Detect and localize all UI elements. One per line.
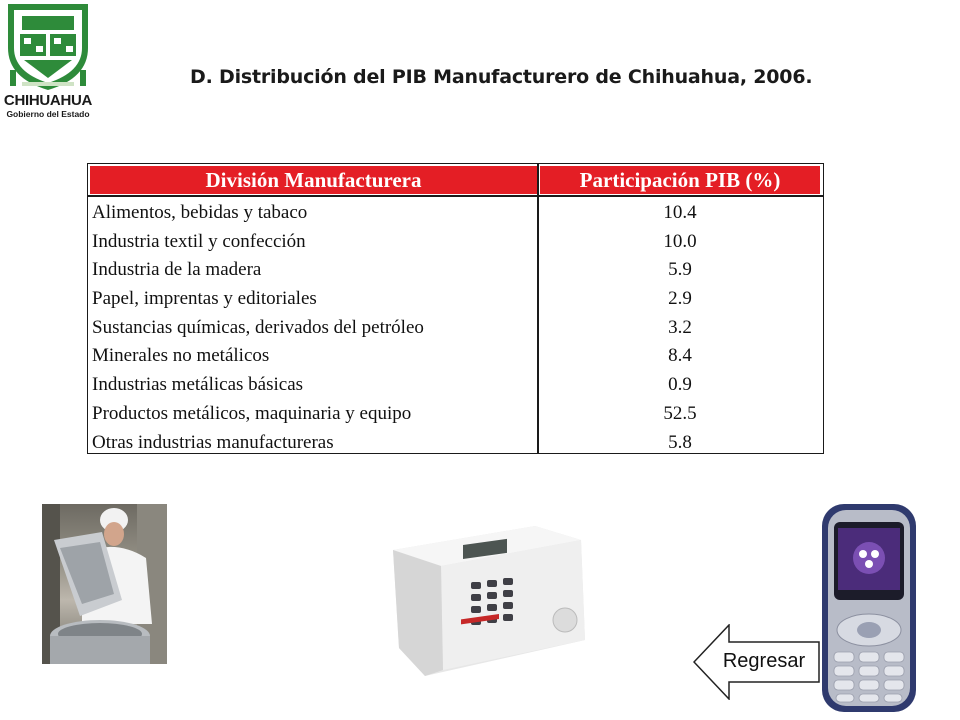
table-row: [88, 400, 823, 429]
pib-table: [87, 163, 824, 454]
cell-value: 5.9: [668, 259, 692, 281]
alarm-keypad-image: [385, 520, 610, 680]
cell-value: 0.9: [668, 374, 692, 396]
table-row: [88, 228, 823, 257]
logo-subtitle: Gobierno del Estado: [6, 109, 90, 119]
table-row: [88, 342, 823, 371]
cell-division: Industria de la madera: [92, 259, 262, 281]
cell-value: 5.8: [668, 431, 692, 453]
cell-division: Minerales no metálicos: [92, 345, 270, 367]
table-header-division: División Manufacturera: [90, 166, 537, 194]
cell-division: Alimentos, bebidas y tabaco: [92, 202, 308, 223]
cell-division: Sustancias químicas, derivados del petróleo: [92, 316, 424, 338]
cell-value: 10.0: [663, 230, 697, 252]
table-row: [88, 371, 823, 400]
header-divider: [88, 195, 823, 197]
cell-value: 10.4: [663, 202, 697, 223]
cell-division: Industria textil y confección: [92, 230, 306, 252]
cell-value: 8.4: [668, 345, 692, 367]
table-row: [88, 256, 823, 285]
mobile-phone-image: [818, 502, 920, 714]
table-row: [88, 314, 823, 343]
state-logo: [0, 0, 96, 124]
table-body: [88, 199, 823, 457]
cell-division: Productos metálicos, maquinaria y equipo: [92, 402, 412, 424]
worker-photo: [42, 504, 167, 664]
page-title: D. Distribución del PIB Manufacturero de Chihuahua, 2006.: [190, 66, 813, 88]
logo-title: CHIHUAHUA: [3, 92, 93, 109]
cell-value: 2.9: [668, 288, 692, 310]
cell-value: 52.5: [663, 402, 697, 424]
coat-of-arms-icon: [0, 0, 96, 92]
cell-division: Otras industrias manufactureras: [92, 431, 334, 453]
table-row: [88, 285, 823, 314]
cell-division: Papel, imprentas y editoriales: [92, 288, 317, 310]
cell-division: Industrias metálicas básicas: [92, 374, 304, 396]
table-header-share: Participación PIB (%): [540, 166, 820, 194]
table-row: [88, 429, 823, 458]
back-button-label[interactable]: Regresar: [722, 650, 806, 672]
cell-value: 3.2: [668, 316, 692, 338]
table-row: [88, 199, 823, 228]
